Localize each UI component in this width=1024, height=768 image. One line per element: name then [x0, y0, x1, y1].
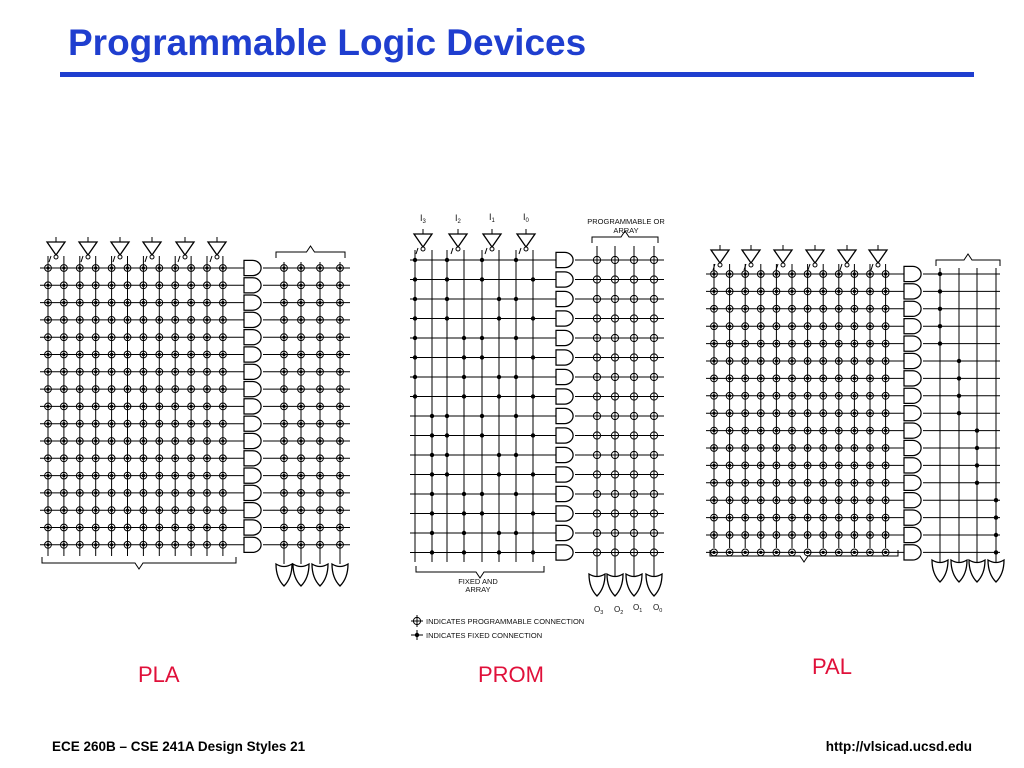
input-buffer-icon — [449, 234, 467, 251]
fixed-connection-dot — [480, 414, 484, 418]
or-array-brace — [276, 246, 345, 258]
fixed-connection-dot — [938, 272, 942, 276]
fixed-connection-dot — [430, 531, 434, 535]
or-gate-icon — [646, 574, 662, 596]
fixed-connection-dot — [445, 297, 449, 301]
prom-output-label: $O_3$ — [594, 605, 604, 616]
prom-and-array-label: FIXED AND — [458, 577, 498, 586]
input-buffer-icon — [806, 250, 824, 267]
fixed-connection-dot — [430, 453, 434, 457]
fixed-connection-dot — [957, 359, 961, 363]
and-gate-icon — [556, 525, 573, 540]
or-gate-icon — [607, 574, 623, 596]
and-gate-icon — [904, 353, 921, 368]
programmable-connection-icon — [411, 615, 423, 627]
fixed-connection-dot — [445, 277, 449, 281]
fixed-connection-dot — [531, 355, 535, 359]
fixed-connection-dot — [445, 433, 449, 437]
fixed-connection-dot — [462, 394, 466, 398]
input-buffer-icon — [838, 250, 856, 267]
fixed-connection-dot — [957, 411, 961, 415]
fixed-connection-dot — [430, 433, 434, 437]
and-gate-icon — [244, 485, 261, 500]
and-gate-icon — [244, 503, 261, 518]
fixed-connection-dot — [445, 414, 449, 418]
fixed-connection-dot — [938, 307, 942, 311]
fixed-connection-dot — [497, 531, 501, 535]
fixed-connection-dot — [413, 375, 417, 379]
and-gate-icon — [904, 406, 921, 421]
pal-diagram — [706, 245, 1004, 582]
prom-output-label: $O_1$ — [633, 603, 643, 614]
fixed-connection-dot — [497, 453, 501, 457]
and-gate-icon — [904, 458, 921, 473]
and-gate-icon — [556, 389, 573, 404]
fixed-connection-dot — [445, 258, 449, 262]
slide-title: Programmable Logic Devices — [68, 22, 587, 63]
fixed-connection-dot — [957, 376, 961, 380]
prom-or-array-label: ARRAY — [613, 226, 639, 235]
fixed-connection-dot — [994, 550, 998, 554]
and-gate-icon — [556, 545, 573, 560]
fixed-connection-dot — [497, 394, 501, 398]
fixed-connection-dot — [994, 515, 998, 519]
inverted-output-stub — [871, 264, 873, 270]
fixed-connection-dot — [413, 394, 417, 398]
prom-and-array-label: ARRAY — [465, 585, 491, 594]
and-gate-icon — [244, 382, 261, 397]
or-gate-icon — [951, 560, 967, 582]
fixed-connection-dot — [497, 297, 501, 301]
and-gate-icon — [904, 301, 921, 316]
and-gate-icon — [556, 291, 573, 306]
or-gate-icon — [589, 574, 605, 596]
and-gate-icon — [556, 506, 573, 521]
fixed-connection-dot — [445, 453, 449, 457]
inverted-output-stub — [145, 256, 147, 262]
or-array-brace — [936, 254, 1000, 266]
input-buffer-icon — [47, 242, 65, 259]
and-gate-icon — [904, 266, 921, 281]
and-gate-icon — [244, 399, 261, 414]
and-gate-icon — [904, 527, 921, 542]
fixed-connection-dot — [462, 375, 466, 379]
prom-output-label: $O_0$ — [653, 603, 663, 614]
input-buffer-icon — [869, 250, 887, 267]
fixed-connection-dot — [480, 492, 484, 496]
prom-caption: PROM — [478, 662, 544, 687]
or-gate-icon — [969, 560, 985, 582]
prom-diagram — [410, 212, 665, 640]
fixed-connection-dot — [462, 492, 466, 496]
and-gate-icon — [556, 330, 573, 345]
prom-input-label: $I_2$ — [455, 213, 461, 225]
and-gate-icon — [556, 428, 573, 443]
fixed-connection-dot — [462, 355, 466, 359]
or-gate-icon — [932, 560, 948, 582]
fixed-connection-dot — [514, 336, 518, 340]
fixed-connection-dot — [531, 511, 535, 515]
inverted-output-stub — [81, 256, 83, 262]
and-gate-icon — [244, 520, 261, 535]
fixed-connection-dot — [975, 428, 979, 432]
inverted-output-stub — [178, 256, 180, 262]
fixed-connection-dot — [975, 481, 979, 485]
fixed-connection-dot — [514, 453, 518, 457]
prom-input-label: $I_0$ — [523, 212, 529, 224]
or-gate-icon — [312, 564, 328, 586]
fixed-connection-dot — [514, 375, 518, 379]
and-gate-icon — [904, 510, 921, 525]
and-gate-icon — [244, 295, 261, 310]
fixed-connection-dot — [480, 355, 484, 359]
footer-course-label: ECE 260B – CSE 241A Design Styles 21 — [52, 739, 306, 754]
fixed-connection-dot — [430, 511, 434, 515]
or-gate-icon — [293, 564, 309, 586]
and-gate-icon — [556, 369, 573, 384]
fixed-connection-dot — [514, 531, 518, 535]
fixed-connection-dot — [531, 394, 535, 398]
and-gate-icon — [904, 336, 921, 351]
fixed-connection-dot — [994, 498, 998, 502]
fixed-connection-dot — [413, 316, 417, 320]
or-gate-icon — [332, 564, 348, 586]
and-gate-icon — [244, 347, 261, 362]
input-buffer-icon — [79, 242, 97, 259]
fixed-connection-dot — [413, 336, 417, 340]
prom-input-label: $I_3$ — [420, 213, 426, 225]
fixed-connection-dot — [531, 316, 535, 320]
fixed-connection-dot — [480, 336, 484, 340]
legend-programmable-text: INDICATES PROGRAMMABLE CONNECTION — [426, 617, 585, 626]
and-gate-icon — [244, 451, 261, 466]
or-gate-icon — [276, 564, 292, 586]
input-buffer-icon — [111, 242, 129, 259]
pla-caption: PLA — [138, 662, 180, 687]
fixed-connection-icon — [411, 630, 423, 640]
fixed-connection-dot — [975, 463, 979, 467]
and-gate-icon — [556, 467, 573, 482]
fixed-connection-dot — [531, 550, 535, 554]
and-gate-icon — [904, 493, 921, 508]
pal-caption: PAL — [812, 654, 852, 679]
and-gate-icon — [556, 447, 573, 462]
inverted-output-stub — [210, 256, 212, 262]
and-gate-icon — [244, 312, 261, 327]
fixed-connection-dot — [462, 531, 466, 535]
fixed-connection-dot — [514, 258, 518, 262]
and-gate-icon — [556, 272, 573, 287]
and-gate-icon — [904, 475, 921, 490]
fixed-connection-dot — [497, 375, 501, 379]
inverted-output-stub — [840, 264, 842, 270]
fixed-connection-dot — [430, 414, 434, 418]
fixed-connection-dot — [957, 394, 961, 398]
inverted-output-stub — [113, 256, 115, 262]
and-gate-icon — [244, 537, 261, 552]
fixed-connection-dot — [462, 336, 466, 340]
or-gate-icon — [626, 574, 642, 596]
fixed-connection-dot — [531, 472, 535, 476]
and-gate-icon — [904, 284, 921, 299]
and-gate-icon — [556, 311, 573, 326]
pla-diagram — [40, 237, 350, 586]
inverted-output-stub — [451, 248, 453, 254]
input-buffer-icon — [414, 234, 432, 251]
prom-output-label: $O_2$ — [614, 605, 624, 616]
and-array-brace — [42, 557, 236, 569]
and-gate-icon — [244, 433, 261, 448]
inverted-output-stub — [808, 264, 810, 270]
fixed-connection-dot — [413, 258, 417, 262]
and-gate-icon — [244, 364, 261, 379]
fixed-connection-dot — [994, 533, 998, 537]
fixed-connection-dot — [445, 316, 449, 320]
legend-fixed-text: INDICATES FIXED CONNECTION — [426, 631, 543, 640]
fixed-connection-dot — [514, 297, 518, 301]
fixed-connection-dot — [462, 550, 466, 554]
prom-output-labels — [594, 603, 662, 616]
inverted-output-stub — [485, 248, 487, 254]
fixed-connection-dot — [430, 492, 434, 496]
fixed-connection-dot — [413, 297, 417, 301]
fixed-connection-dot — [413, 355, 417, 359]
fixed-connection-dot — [480, 511, 484, 515]
and-gate-icon — [904, 545, 921, 560]
fixed-connection-dot — [445, 472, 449, 476]
fixed-connection-dot — [531, 277, 535, 281]
prom-legend — [411, 615, 584, 640]
input-buffer-icon — [517, 234, 535, 251]
and-gate-icon — [556, 252, 573, 267]
inverted-output-stub — [416, 248, 418, 254]
prom-or-array-label: PROGRAMMABLE OR — [587, 217, 665, 226]
and-gate-icon — [904, 388, 921, 403]
and-gate-icon — [244, 260, 261, 275]
fixed-connection-dot — [938, 289, 942, 293]
and-gate-icon — [904, 440, 921, 455]
input-buffer-icon — [483, 234, 501, 251]
and-gate-icon — [556, 350, 573, 365]
fixed-connection-dot — [462, 511, 466, 515]
fixed-connection-dot — [413, 277, 417, 281]
fixed-connection-dot — [514, 492, 518, 496]
fixed-connection-dot — [938, 324, 942, 328]
and-gate-icon — [556, 408, 573, 423]
and-gate-icon — [244, 416, 261, 431]
and-gate-icon — [244, 278, 261, 293]
prom-input-labels — [420, 212, 530, 225]
inverted-output-stub — [519, 248, 521, 254]
fixed-connection-dot — [430, 550, 434, 554]
fixed-connection-dot — [531, 433, 535, 437]
fixed-connection-dot — [497, 550, 501, 554]
and-gate-icon — [904, 319, 921, 334]
or-gate-icon — [988, 560, 1004, 582]
prom-input-label: $I_1$ — [489, 212, 495, 224]
and-gate-icon — [904, 371, 921, 386]
fixed-connection-dot — [497, 472, 501, 476]
fixed-connection-dot — [430, 472, 434, 476]
fixed-connection-dot — [497, 316, 501, 320]
fixed-connection-dot — [480, 433, 484, 437]
fixed-connection-dot — [480, 258, 484, 262]
and-gate-icon — [904, 423, 921, 438]
fixed-connection-dot — [480, 277, 484, 281]
input-buffer-icon — [143, 242, 161, 259]
fixed-connection-dot — [938, 341, 942, 345]
footer-url: http://vlsicad.ucsd.edu — [825, 739, 972, 754]
and-gate-icon — [244, 330, 261, 345]
and-gate-icon — [556, 486, 573, 501]
fixed-connection-dot — [975, 446, 979, 450]
and-gate-icon — [244, 468, 261, 483]
fixed-connection-dot — [514, 414, 518, 418]
inverted-output-stub — [49, 256, 51, 262]
